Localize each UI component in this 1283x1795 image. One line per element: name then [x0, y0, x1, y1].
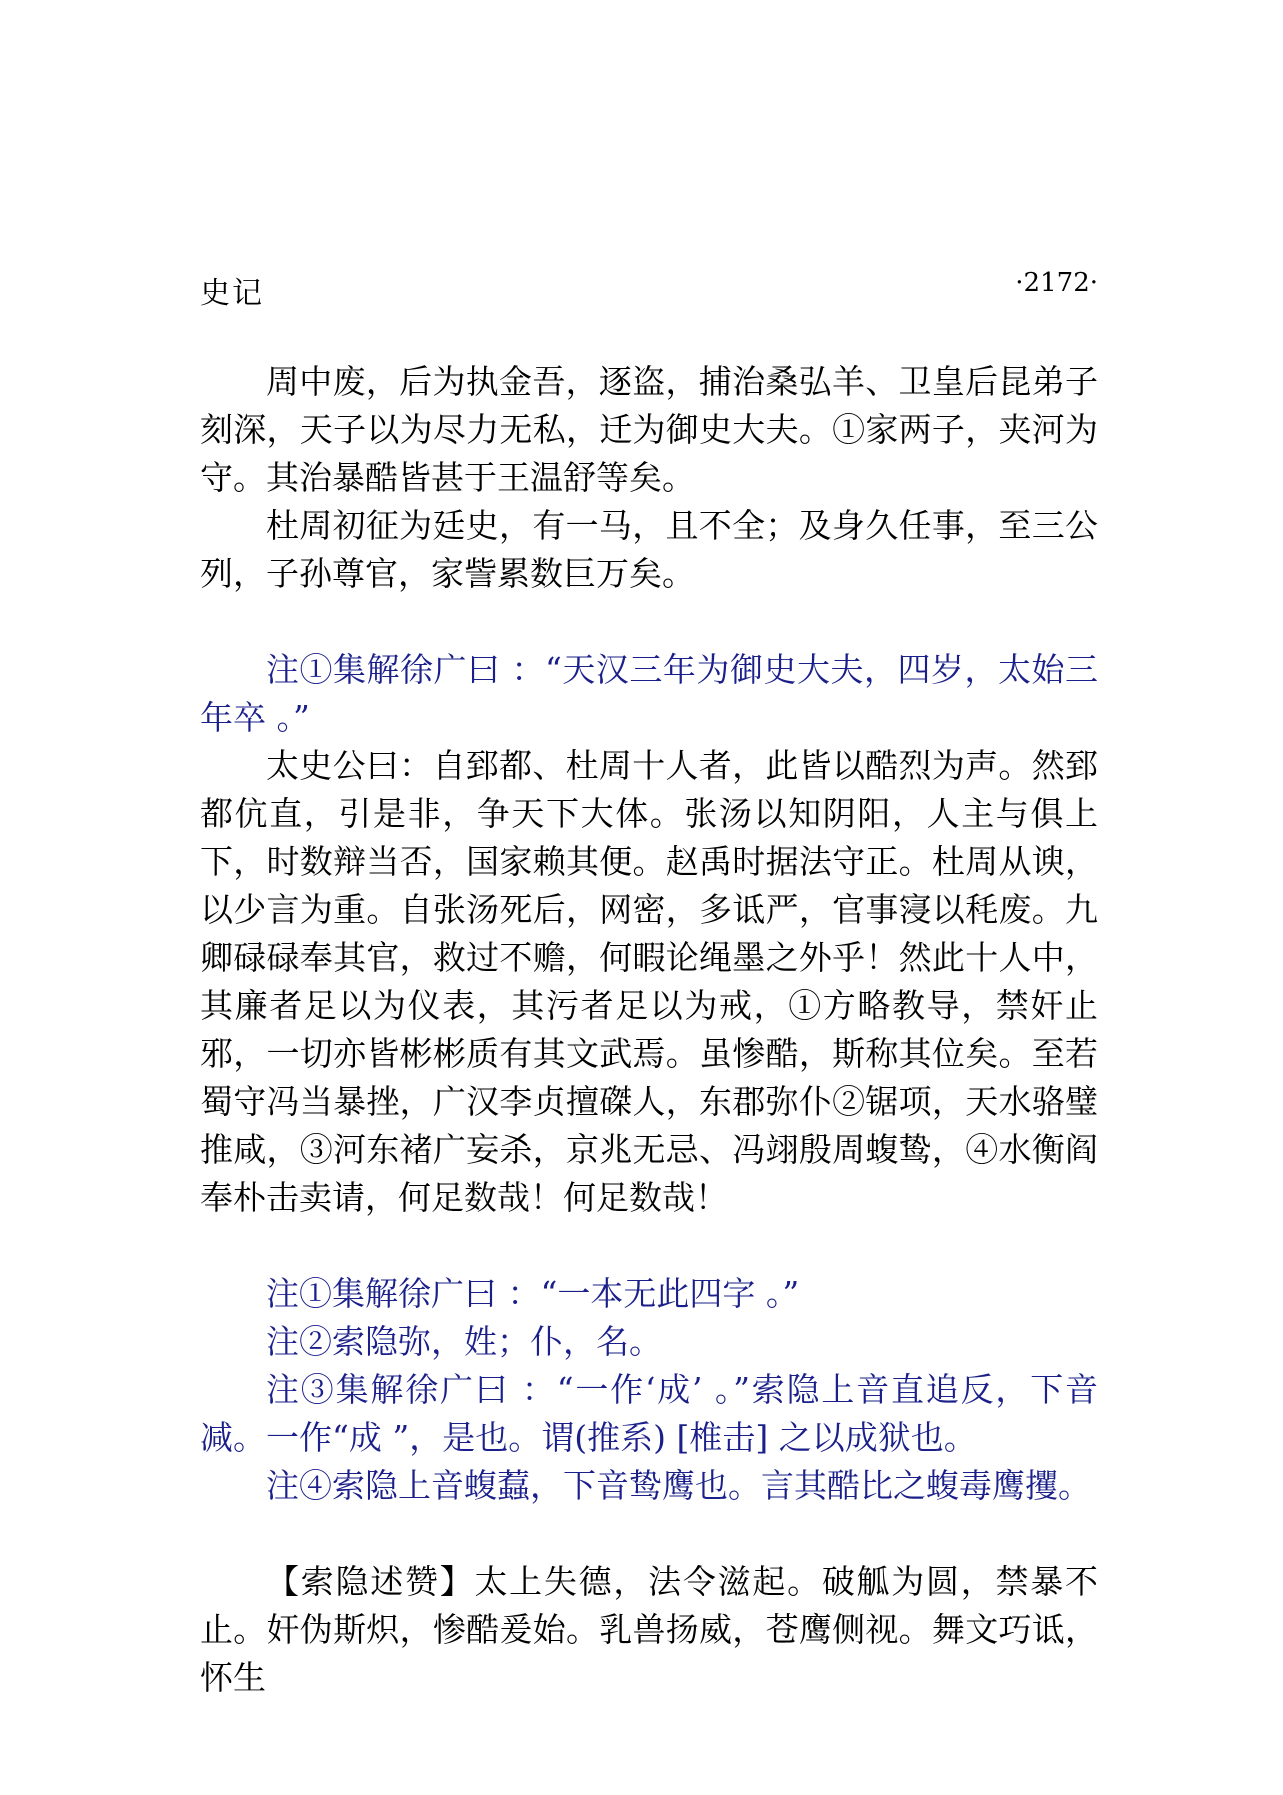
annotation: 注①集解徐广曰 ：“一本无此四字 。” — [266, 1274, 800, 1313]
book-title: 史记 — [200, 276, 264, 311]
paragraph: 周中废，后为执金吾，逐盗，捕治桑弘羊、卫皇后昆弟子刻深，天子以为尽力无私，迁为御史大夫。①家两子，夹河为守。其治暴酷皆甚于王温舒等矣。 — [200, 362, 1098, 497]
paragraph: 太史公曰：自郅都、杜周十人者，此皆以酷烈为声。然郅都伉直，引是非，争天下大体。张汤以知阴阳，人主与俱上下，时数辩当否，国家赖其便。赵禹时据法守正。杜周从谀，以少言为重。自张汤死后，网密，多诋严，官事寖以秏废。九卿碌碌奉其官，救过不赡，何暇论绳墨之外乎！然此十人中，其廉者足以为仪表，其污者足以为戒，①方略教导，禁奸止邪，一切亦皆彬彬质有其文武焉。虽惨酷，斯称其位矣。至若蜀守冯当暴挫，广汉李贞擅磔人，东郡弥仆②锯项，天水骆璧推咸，③河东褚广妄杀，京兆无忌、冯翊殷周蝮鸷，④水衡阎奉朴击卖请，何足数哉！何足数哉！ — [200, 746, 1098, 1217]
annotation: 注④索隐上音蝮蠚，下音鸷鹰也。言其酷比之蝮毒鹰攫。 — [266, 1466, 1091, 1505]
main-text — [200, 358, 1098, 1702]
page-number: ·2172· — [1015, 268, 1098, 298]
spacer — [200, 1510, 1098, 1558]
zan-label: 【索隐述赞】 — [266, 1562, 475, 1601]
zan-text: 太上失德，法令滋起。破觚为圆，禁暴不止。奸伪斯炽，惨酷爰始。乳兽扬威，苍鹰侧视。舞文巧诋，怀生 — [200, 1562, 1099, 1697]
annotation: 注①集解徐广曰 ：“天汉三年为御史大夫，四岁，太始三年卒 。” — [200, 650, 1098, 737]
paragraph: 杜周初征为廷史，有一马，且不全；及身久任事，至三公列，子孙尊官，家訾累数巨万矣。 — [200, 506, 1098, 593]
annotation: 注②索隐弥，姓；仆，名。 — [266, 1322, 662, 1361]
spacer — [200, 1222, 1098, 1270]
suoyin-zan — [200, 1558, 1098, 1702]
annotation: 注③集解徐广曰 ：“一作‘成’ 。”索隐上音直追反，下音减。一作“成 ”，是也。谓(推系) [椎击] 之以成狱也。 — [200, 1370, 1098, 1457]
spacer — [200, 598, 1098, 646]
page-header — [200, 268, 1098, 311]
